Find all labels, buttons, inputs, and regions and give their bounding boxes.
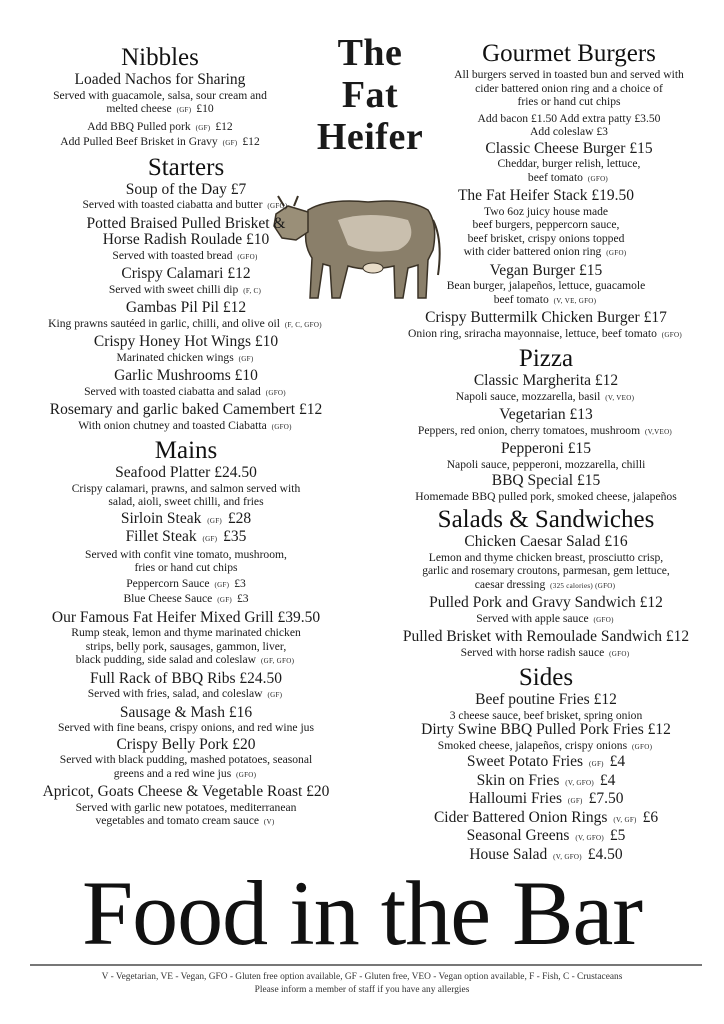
restaurant-title: The Fat Heifer [316, 32, 424, 158]
menu-item [30, 216, 342, 265]
dietary-tag: (GFO) [606, 249, 627, 257]
item-name-line [388, 473, 704, 490]
item-price: £10 [246, 231, 270, 248]
item-name-line [30, 368, 342, 385]
item-name-line [388, 722, 704, 739]
item-description-line [30, 721, 342, 735]
menu-item [30, 266, 342, 298]
item-description: Served with sweet chilli dip [108, 282, 239, 296]
item-price: £12 [222, 299, 247, 316]
item-price: £12 [242, 135, 260, 148]
item-name: Crispy Honey Hot Wings [93, 333, 251, 350]
item-name: Seasonal Greens [466, 827, 570, 844]
dietary-tag: (GF) [176, 106, 192, 114]
item-name: Fillet Steak [125, 528, 197, 545]
item-name: Garlic Mushrooms [114, 367, 231, 384]
item-price: £12 [227, 265, 251, 282]
item-description: 3 cheese sauce, beef brisket, spring onion [449, 708, 643, 722]
item-description: Two 6oz juicy house made beef burgers, peppercorn sauce, beef brisket, crispy onions topped with cider battered onion ring [463, 204, 625, 258]
item-description-line [30, 89, 290, 118]
menu-item [388, 310, 704, 342]
item-description-line [388, 490, 704, 504]
item-price: £12 [647, 721, 671, 738]
menu-section [30, 436, 342, 830]
item-price: £15 [577, 472, 601, 489]
item-name-line [388, 828, 704, 847]
dietary-legend: V - Vegetarian, VE - Vegan, GFO - Gluten free option available, GF - Gluten free, VEO - Vegan option available, F - Fish, C - Crustaceans [101, 972, 623, 982]
dietary-tag: (GF) [195, 123, 211, 132]
item-name: Skin on Fries [476, 771, 560, 789]
item-description: Homemade BBQ pulled pork, smoked cheese, jalapeños [415, 489, 677, 503]
dietary-tag: (GFO) [661, 330, 682, 339]
dietary-tag: (V) [263, 818, 275, 826]
item-name-line [30, 737, 342, 754]
item-description: Served with garlic new potatoes, mediterranean vegetables and tomato cream sauce [75, 800, 297, 827]
item-price: £10 [254, 333, 279, 350]
item-price: £24.50 [214, 464, 257, 481]
menu-section [30, 43, 342, 151]
item-name: Crispy Buttermilk Chicken Burger [425, 309, 640, 326]
item-name: Crispy Calamari [121, 265, 224, 282]
item-name: Sausage & Mash [119, 703, 225, 721]
item-description: Served with toasted ciabatta and salad [84, 384, 261, 398]
item-description-line [30, 801, 342, 830]
item-description-line [30, 753, 342, 782]
item-name-line [388, 754, 704, 773]
menu-item [388, 473, 704, 503]
item-description-line [30, 482, 342, 509]
menu-item [388, 534, 704, 593]
item-description-line [30, 317, 342, 333]
item-price: £12 [298, 401, 323, 418]
item-name-line [388, 692, 704, 709]
menu-item [388, 263, 704, 309]
item-name: Loaded Nachos for Sharing [74, 71, 246, 88]
item-description: Served with toasted bread [112, 248, 233, 262]
menu-item [30, 120, 290, 151]
item-price: £20 [232, 735, 256, 753]
item-description-line [30, 419, 342, 435]
item-name: Vegan Burger [489, 261, 576, 279]
item-price: £3 [234, 576, 246, 590]
dietary-tag: (GF) [207, 516, 223, 525]
item-description: Served with horse radish sauce [460, 645, 605, 659]
menu-item [388, 141, 704, 187]
item-description-line [30, 135, 290, 151]
dietary-tag: (GFO) [632, 742, 653, 751]
item-description: Served with guacamole, salsa, sour cream and melted cheese [53, 88, 267, 115]
item-price: £13 [569, 406, 593, 423]
dietary-tag: (GFO) [587, 174, 609, 183]
menu-item [30, 300, 342, 332]
menu-item [388, 407, 704, 439]
menu-item [388, 112, 704, 139]
item-price: £17 [643, 309, 667, 326]
dietary-tag: (GFO) [236, 770, 257, 779]
menu-item [388, 595, 704, 627]
item-description: Add BBQ Pulled pork [87, 119, 191, 133]
menu-item [30, 465, 342, 509]
section-heading: Pizza [518, 345, 574, 372]
menu-item [30, 368, 342, 400]
item-price: £12 [639, 594, 663, 611]
item-price: £19.50 [591, 187, 635, 204]
section-heading: Salads & Sandwiches [437, 506, 655, 533]
item-name: Classic Cheese Burger [485, 139, 626, 157]
dietary-tag: (GF) [222, 139, 238, 147]
item-description-line [30, 249, 342, 265]
item-description: Rump steak, lemon and thyme marinated chicken strips, belly pork, sausages, gammon, liver, black pudding, side salad and coleslaw [71, 626, 301, 666]
item-name: Chicken Caesar Salad [464, 533, 601, 550]
item-price: £7 [230, 180, 247, 198]
section-intro: All burgers served in toasted bun and served with cider battered onion ring and a choice of fries or hand cut chips [454, 68, 684, 108]
item-description: With onion chutney and toasted Ciabatta [78, 418, 267, 432]
item-description: Crispy calamari, prawns, and salmon served with salad, aioli, sweet chilli, and fries [71, 481, 301, 508]
item-description: Onion ring, sriracha mayonnaise, lettuce, beef tomato [408, 326, 657, 340]
dietary-tag: (V, GF) [613, 815, 637, 824]
item-name: Beef poutine Fries [475, 691, 590, 708]
item-description: Served with toasted ciabatta and butter [82, 198, 263, 211]
item-name: The Fat Heifer Stack [457, 187, 588, 204]
item-description-line [388, 739, 704, 755]
dietary-tag: (V,VEO) [645, 427, 673, 436]
dietary-tag: (GFO) [593, 615, 614, 624]
item-price: £10 [196, 102, 214, 115]
item-name: Classic Margherita [473, 372, 592, 389]
item-name: Full Rack of BBQ Ribs [89, 669, 236, 687]
left-menu-column [30, 42, 342, 832]
menu-item [30, 610, 342, 669]
item-description-line [30, 283, 342, 299]
menu-item [30, 511, 342, 575]
item-description: Marinated chicken wings [116, 350, 234, 364]
item-price: £3 [236, 592, 249, 605]
menu-item [388, 373, 704, 405]
item-name-line [30, 671, 342, 688]
item-name-line [388, 407, 704, 424]
dietary-tag: (GF) [202, 535, 218, 543]
item-price: £5 [609, 827, 626, 844]
item-description: Napoli sauce, pepperoni, mozzarella, chilli [446, 457, 646, 471]
dietary-tag: (V, VEO) [605, 393, 635, 402]
item-name-line [30, 465, 342, 482]
dietary-tag: (GFO) [265, 388, 286, 397]
dietary-tag: (GF) [588, 760, 604, 768]
menu-item [30, 737, 342, 783]
section-heading: Starters [147, 153, 225, 181]
dietary-tag: (F, C, GFO) [284, 320, 322, 329]
item-description-line [30, 120, 290, 136]
item-description-line [388, 646, 704, 662]
item-description-line [30, 577, 342, 593]
item-name-line [30, 705, 342, 722]
item-name: Rosemary and garlic baked Camembert [49, 401, 296, 418]
section-heading: Mains [154, 437, 218, 464]
item-description: Peppercorn Sauce [126, 576, 210, 590]
menu-item [388, 629, 704, 661]
item-price: £20 [306, 783, 330, 800]
menu-item [30, 671, 342, 703]
dietary-tag: (GFO) [267, 202, 288, 210]
dietary-tag: (GF) [214, 580, 230, 589]
item-description: Cheddar, burger relish, lettuce, beef tomato [497, 157, 641, 184]
item-name-line [388, 263, 704, 280]
item-price: £4 [599, 771, 616, 789]
item-description: Served with black pudding, mashed potatoes, seasonal greens and a red wine jus [59, 753, 313, 780]
item-description-line [434, 157, 704, 186]
item-name-line [388, 773, 704, 792]
item-name-line [388, 373, 704, 390]
dietary-tag: (GFO) [237, 252, 258, 261]
item-description: Peppers, red onion, cherry tomatoes, mushroom [417, 423, 641, 437]
item-description-line [30, 592, 342, 608]
item-name-line [30, 182, 342, 199]
item-name: Potted Braised Pulled Brisket & Horse Radish Roulade [86, 214, 286, 248]
item-price: £6 [642, 808, 659, 826]
item-price: £7.50 [588, 790, 624, 807]
item-name-line [388, 791, 704, 810]
item-name-line [388, 310, 704, 327]
item-name: Our Famous Fat Heifer Mixed Grill [51, 608, 274, 626]
menu-item [388, 441, 704, 471]
item-description-line [30, 385, 342, 401]
menu-item [30, 72, 290, 118]
dietary-tag: (GFO) [609, 649, 630, 658]
item-description-line [388, 551, 704, 594]
food-in-the-bar-banner: Food in the Bar [82, 862, 642, 964]
menu-section [388, 505, 704, 661]
item-name-line [388, 441, 704, 458]
item-description: Add bacon £1.50 Add extra patty £3.50 Add coleslaw £3 [477, 111, 661, 138]
item-price: £12 [665, 628, 690, 645]
item-name: Soup of the Day [125, 180, 227, 198]
section-heading: Sides [518, 664, 574, 691]
item-description: King prawns sautéed in garlic, chilli, and olive oil [48, 316, 280, 330]
item-name-line [388, 810, 704, 829]
item-description-line [388, 458, 704, 472]
dietary-tag: (V, GFO) [553, 852, 582, 861]
item-description: Served with fine beans, crispy onions, and red wine jus [58, 721, 314, 734]
dietary-tag: (GF) [238, 354, 254, 363]
item-name: Pepperoni [501, 440, 564, 457]
item-price: £35 [223, 528, 247, 545]
menu-item [388, 188, 704, 261]
item-name: Pulled Brisket with Remoulade Sandwich [402, 628, 663, 645]
item-name-line [434, 141, 704, 158]
item-name: Crispy Belly Pork [116, 735, 229, 753]
dietary-tag: (GF) [217, 596, 233, 604]
footer-legend [0, 971, 724, 997]
item-name: Vegetarian [499, 406, 566, 423]
item-description: Served with apple sauce [476, 611, 589, 625]
item-name: Pulled Pork and Gravy Sandwich [429, 594, 636, 611]
item-description-line [388, 205, 704, 261]
item-description-line [434, 112, 704, 139]
item-description-line [388, 390, 704, 406]
item-price: £10 [234, 367, 258, 384]
right-menu-column [388, 38, 704, 867]
section-heading: Nibbles [121, 44, 199, 71]
menu-item [30, 784, 342, 830]
dietary-tag: (F, C) [243, 286, 262, 295]
menu-section [388, 663, 704, 865]
dietary-tag: (GF) [267, 691, 283, 699]
item-name: BBQ Special [491, 472, 574, 489]
item-name-line [388, 188, 704, 205]
item-description-line [30, 626, 342, 669]
dietary-tag: (GFO) [271, 422, 292, 431]
menu-item [30, 402, 342, 434]
item-description: Bean burger, jalapeños, lettuce, guacamole beef tomato [446, 279, 646, 306]
item-price: £15 [567, 440, 591, 457]
item-name: Dirty Swine BBQ Pulled Pork Fries [421, 721, 644, 738]
dietary-tag: (V, GFO) [565, 778, 594, 787]
item-description: Served with fries, salad, and coleslaw [87, 687, 263, 700]
item-price: £4 [609, 753, 626, 770]
section-heading: Gourmet Burgers [482, 40, 656, 67]
item-description: Napoli sauce, mozzarella, basil [455, 389, 601, 403]
dietary-tag: (GF) [567, 797, 583, 805]
dietary-tag: (V, GFO) [575, 834, 605, 842]
item-name: House Salad [469, 845, 548, 863]
item-name-line [388, 629, 704, 646]
item-price: £12 [594, 372, 619, 389]
item-name-line [30, 72, 290, 89]
item-description-line [388, 424, 704, 440]
item-name: Seafood Platter [115, 464, 211, 481]
allergy-notice: Please inform a member of staff if you have any allergies [254, 985, 470, 995]
item-name-line [30, 334, 342, 351]
item-price: £12 [215, 119, 233, 133]
item-name: Sirloin Steak [120, 509, 202, 527]
divider [30, 964, 702, 966]
item-name-line [30, 784, 342, 801]
menu-item [30, 577, 342, 608]
item-description: Lemon and thyme chicken breast, prosciutto crisp, garlic and rosemary croutons, parmesan, gem lettuce, caesar dressing [422, 550, 670, 591]
item-price: £16 [604, 533, 628, 550]
item-price: £15 [629, 139, 653, 157]
item-price: £16 [228, 703, 253, 721]
menu-item [30, 182, 342, 214]
menu-section [30, 153, 342, 435]
item-description-line [388, 327, 704, 343]
item-description-line [388, 279, 704, 308]
item-name-line [30, 300, 342, 317]
item-name-line [30, 216, 342, 249]
item-name-line [388, 595, 704, 612]
item-description-line [388, 612, 704, 628]
item-description: Served with confit vine tomato, mushroom, fries or hand cut chips [85, 547, 287, 574]
menu-item [30, 334, 342, 366]
menu-item [388, 692, 704, 865]
item-name-line [30, 266, 342, 283]
item-name-line [30, 511, 342, 530]
dietary-tag: (V, VE, GFO) [553, 296, 597, 305]
item-name-line [30, 529, 342, 548]
menu-section [388, 39, 704, 342]
item-name-line [388, 534, 704, 551]
item-name: Gambas Pil Pil [125, 299, 219, 316]
menu-section [388, 344, 704, 503]
item-price: £4.50 [587, 845, 623, 863]
item-description-line [388, 709, 704, 723]
item-description: Add Pulled Beef Brisket in Gravy [60, 135, 218, 148]
menu-item [30, 705, 342, 735]
item-price: £12 [593, 691, 617, 708]
item-name: Cider Battered Onion Rings [433, 808, 608, 826]
item-price: £28 [227, 509, 252, 527]
item-name-line [30, 402, 342, 419]
item-description-line [30, 351, 342, 367]
item-name: Apricot, Goats Cheese & Vegetable Roast [42, 783, 303, 800]
item-name: Sweet Potato Fries [466, 753, 584, 770]
dietary-tag: (325 calories) (GFO) [550, 581, 616, 590]
item-description-line [30, 198, 342, 214]
item-description: Smoked cheese, jalapeños, crispy onions [437, 738, 628, 752]
dietary-tag: (GF, GFO) [260, 657, 295, 665]
item-description-line [30, 548, 342, 575]
item-price: £39.50 [277, 608, 321, 626]
item-description: Blue Cheese Sauce [123, 592, 213, 605]
item-name: Halloumi Fries [468, 790, 562, 807]
item-name-line [30, 610, 342, 627]
item-price: £15 [579, 261, 603, 279]
item-description-line [30, 687, 342, 703]
item-price: £24.50 [239, 669, 283, 687]
